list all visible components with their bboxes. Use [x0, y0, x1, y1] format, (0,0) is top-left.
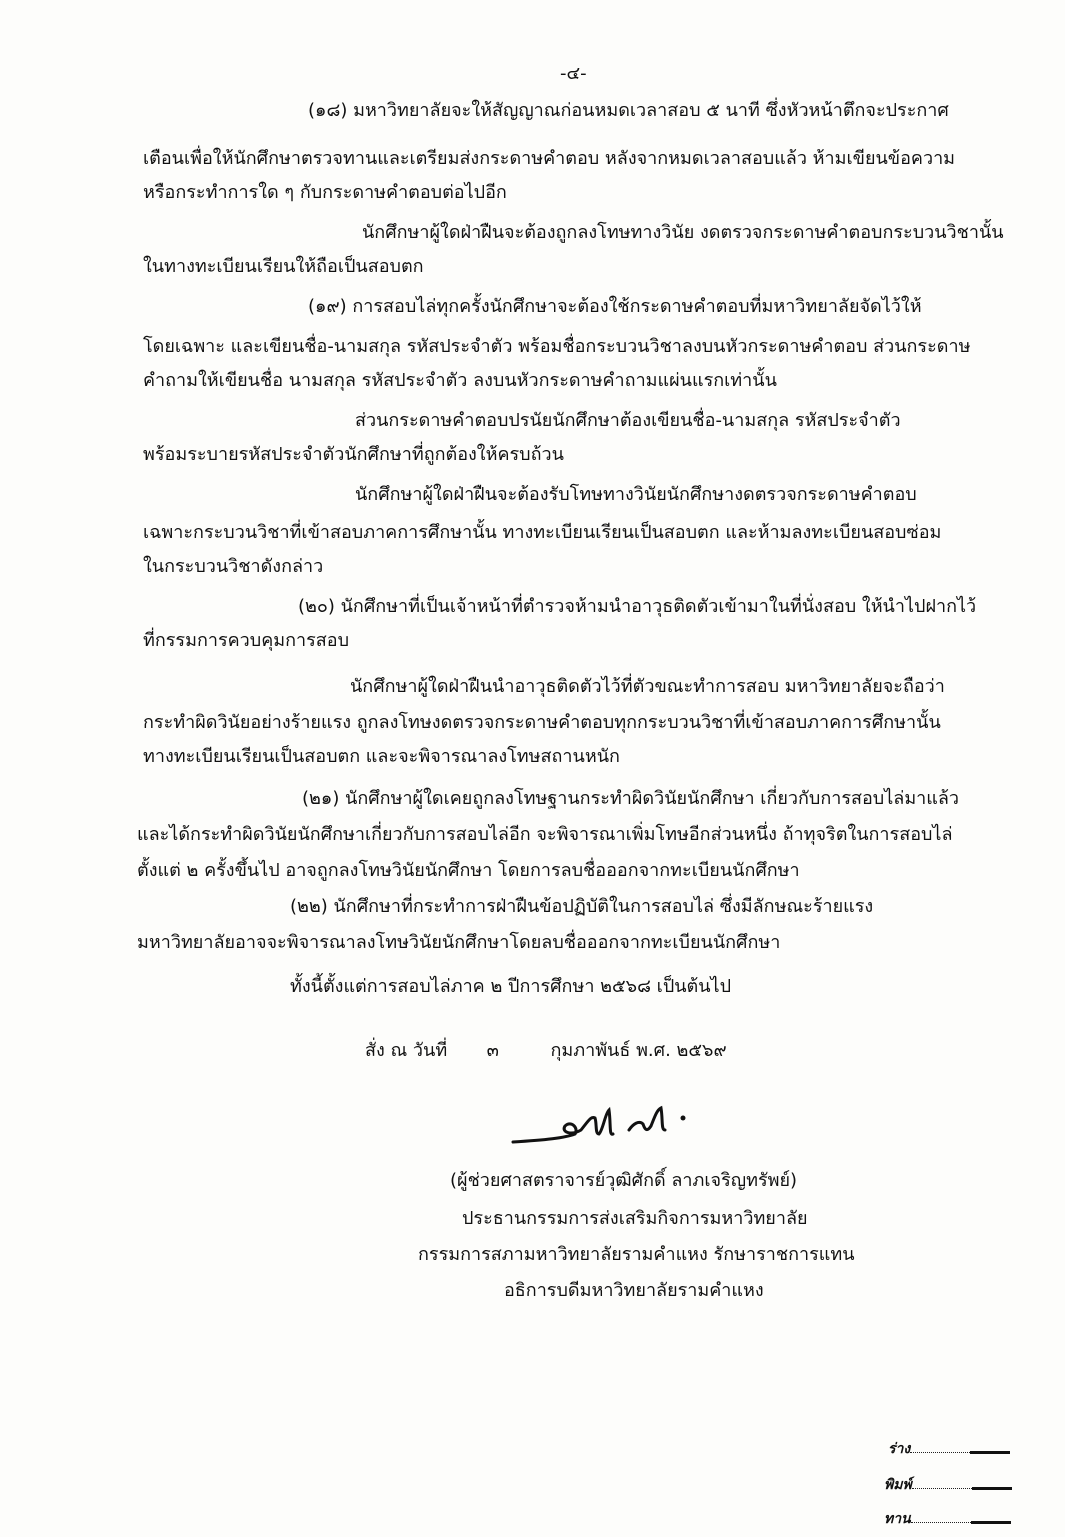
body-line: (๒๐) นักศึกษาที่เป็นเจ้าหน้าที่ตำรวจห้ามนำอาวุธติดตัวเข้ามาในที่นั่งสอบ ให้นำไปฝากไว้	[298, 596, 977, 617]
signatory-position-2: กรรมการสภามหาวิทยาลัยรามคำแหง รักษาราชการแทน	[418, 1244, 855, 1265]
footer-review	[884, 1508, 1011, 1530]
body-line: (๑๘) มหาวิทยาลัยจะให้สัญญาณก่อนหมดเวลาสอบ ๕ นาที ซึ่งหัวหน้าตึกจะประกาศ	[308, 100, 949, 121]
footer-review-label: ทาน	[884, 1511, 911, 1527]
body-line: กระทำผิดวินัยอย่างร้ายแรง ถูกลงโทษงดตรวจกระดาษคำตอบทุกกระบวนวิชาที่เข้าสอบภาคการศึกษานั้น	[143, 712, 941, 733]
body-line: ทางทะเบียนเรียนเป็นสอบตก และจะพิจารณาลงโทษสถานหนัก	[143, 746, 620, 767]
footer-print-line	[912, 1478, 1012, 1489]
footer-print-label: พิมพ์	[884, 1477, 912, 1493]
footer-print	[884, 1474, 1012, 1496]
signatory-name: (ผู้ช่วยศาสตราจารย์วุฒิศักดิ์ ลาภเจริญทรัพย์)	[450, 1170, 798, 1191]
body-line: คำถามให้เขียนชื่อ นามสกุล รหัสประจำตัว ลงบนหัวกระดาษคำถามแผ่นแรกเท่านั้น	[143, 370, 777, 391]
order-date-prefix: สั่ง ณ วันที่	[365, 1040, 448, 1061]
body-line: เตือนเพื่อให้นักศึกษาตรวจทานและเตรียมส่งกระดาษคำตอบ หลังจากหมดเวลาสอบแล้ว ห้ามเขียนข้อความ	[143, 148, 956, 169]
body-line: (๒๑) นักศึกษาผู้ใดเคยถูกลงโทษฐานกระทำผิดวินัยนักศึกษา เกี่ยวกับการสอบไล่มาแล้ว	[302, 788, 960, 809]
body-line: นักศึกษาผู้ใดฝ่าฝืนจะต้องถูกลงโทษทางวินัย งดตรวจกระดาษคำตอบกระบวนวิชานั้น	[362, 222, 1004, 243]
body-line: ในกระบวนวิชาดังกล่าว	[143, 556, 324, 577]
signature-image	[505, 1090, 725, 1160]
body-line: ส่วนกระดาษคำตอบปรนัยนักศึกษาต้องเขียนชื่อ-นามสกุล รหัสประจำตัว	[355, 410, 901, 431]
signatory-position-1: ประธานกรรมการส่งเสริมกิจการมหาวิทยาลัย	[462, 1208, 808, 1229]
body-line: ทั้งนี้ตั้งแต่การสอบไล่ภาค ๒ ปีการศึกษา ๒๕๖๘ เป็นต้นไป	[290, 976, 732, 997]
body-line: ที่กรรมการควบคุมการสอบ	[143, 630, 350, 651]
body-line: ตั้งแต่ ๒ ครั้งขึ้นไป อาจถูกลงโทษวินัยนักศึกษา โดยการลบชื่อออกจากทะเบียนนักศึกษา	[137, 860, 800, 881]
body-line: เฉพาะกระบวนวิชาที่เข้าสอบภาคการศึกษานั้น ทางทะเบียนเรียนเป็นสอบตก และห้ามลงทะเบียนสอบซ่อม	[143, 522, 942, 543]
body-line: นักศึกษาผู้ใดฝ่าฝืนนำอาวุธติดตัวไว้ที่ตัวขณะทำการสอบ มหาวิทยาลัยจะถือว่า	[350, 676, 945, 697]
order-date-month-year: กุมภาพันธ์ พ.ศ. ๒๕๖๙	[550, 1040, 727, 1061]
body-line: หรือกระทำการใด ๆ กับกระดาษคำตอบต่อไปอีก	[143, 182, 507, 203]
body-line: โดยเฉพาะ และเขียนชื่อ-นามสกุล รหัสประจำตัว พร้อมชื่อกระบวนวิชาลงบนหัวกระดาษคำตอบ ส่วนกระดาษ	[143, 336, 971, 357]
body-line: (๑๙) การสอบไล่ทุกครั้งนักศึกษาจะต้องใช้กระดาษคำตอบที่มหาวิทยาลัยจัดไว้ให้	[308, 296, 922, 317]
body-line: (๒๒) นักศึกษาที่กระทำการฝ่าฝืนข้อปฏิบัติในการสอบไล่ ซึ่งมีลักษณะร้ายแรง	[290, 896, 874, 917]
body-line: มหาวิทยาลัยอาจจะพิจารณาลงโทษวินัยนักศึกษาโดยลบชื่อออกจากทะเบียนนักศึกษา	[137, 932, 781, 953]
signatory-position-3: อธิการบดีมหาวิทยาลัยรามคำแหง	[504, 1280, 764, 1301]
body-line: และได้กระทำผิดวินัยนักศึกษาเกี่ยวกับการสอบไล่อีก จะพิจารณาเพิ่มโทษอีกส่วนหนึ่ง ถ้าทุจริตในการสอบไล่	[137, 824, 953, 845]
page-number: -๔-	[560, 63, 587, 84]
body-line: ในทางทะเบียนเรียนให้ถือเป็นสอบตก	[143, 256, 424, 277]
footer-draft	[888, 1438, 1010, 1460]
footer-draft-line	[910, 1442, 1010, 1453]
order-date-line	[365, 1040, 727, 1062]
order-date-day: ๓	[486, 1040, 499, 1061]
footer-review-line	[911, 1512, 1011, 1523]
body-line: พร้อมระบายรหัสประจำตัวนักศึกษาที่ถูกต้องให้ครบถ้วน	[143, 444, 564, 465]
footer-draft-label: ร่าง	[888, 1441, 911, 1457]
body-line: นักศึกษาผู้ใดฝ่าฝืนจะต้องรับโทษทางวินัยนักศึกษางดตรวจกระดาษคำตอบ	[355, 484, 917, 505]
